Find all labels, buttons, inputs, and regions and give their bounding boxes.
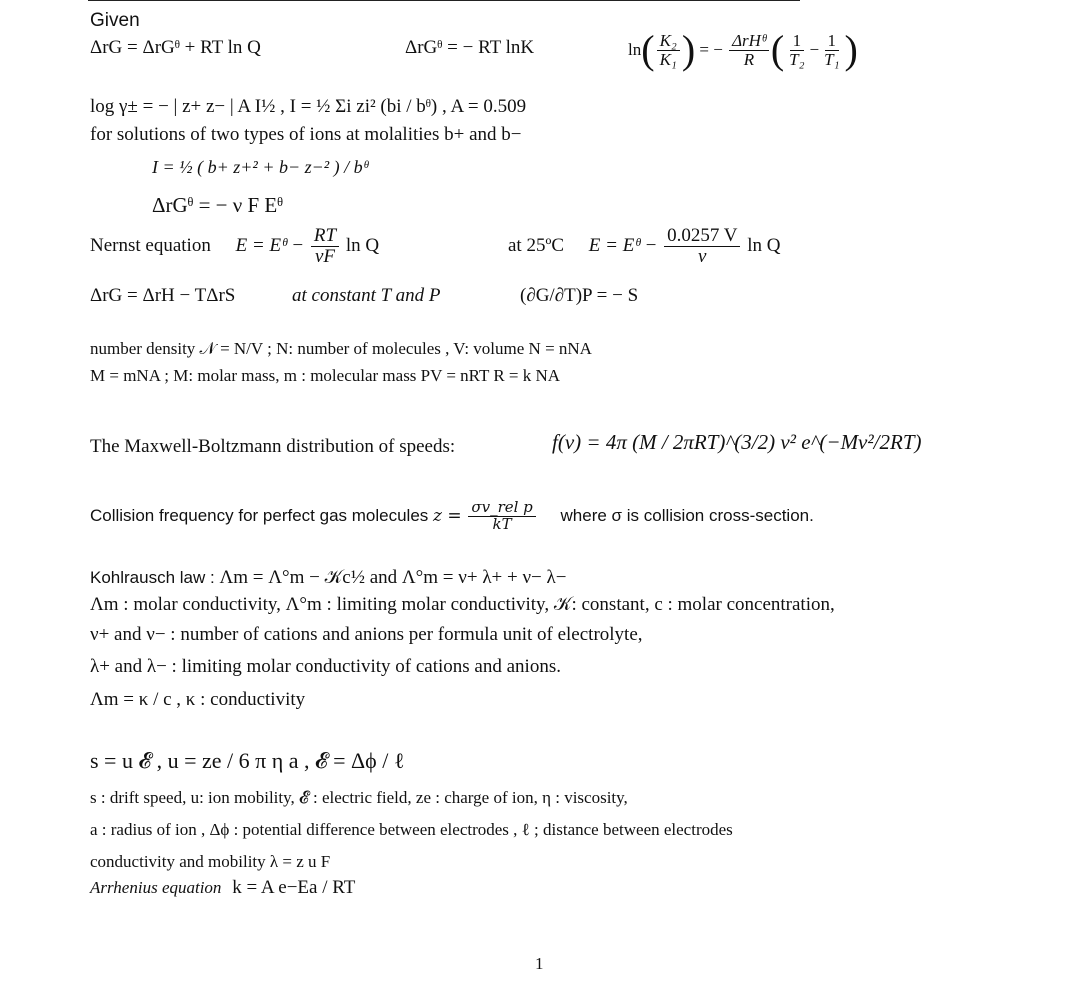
ionic-strength: I = ½ ( b+ z+² + b− z−² ) / bᶿ [152,157,368,177]
collision-frequency: Collision frequency for perfect gas molecules z = $\frac{\text{σv\_rel p}}{kT}$ where σ is collision cross-section. [90,498,814,533]
molar-mass-line: M = mNA ; M: molar mass, m : molecular mass PV = nRT R = k NA [90,366,561,385]
top-rule [88,0,800,1]
conductivity-mobility: conductivity and mobility λ = z u F [90,852,331,871]
kohlrausch-law: Kohlrausch law : Λm = Λ°m − 𝒦c½ and Λ°m = ν+ λ+ + ν− λ− [90,567,567,588]
standard-gibbs-equation: ΔrGᶿ = − RT lnK [405,37,535,58]
constant-t-p-note: at constant T and P [292,285,441,306]
mobility-def-2: a : radius of ion , Δϕ : potential difference between electrodes , ℓ ; distance between electrodes [90,820,733,839]
kohlrausch-def-4: Λm = κ / c , κ : conductivity [90,689,306,710]
maxwell-boltzmann-formula: f(v) = 4π (M / 2πRT)^(3/2) v² e^(−Mv²/2RT) [552,430,922,454]
gibbs-emf-relation: ΔrGᶿ = − ν F Eᶿ [152,193,283,217]
partial-derivative-relation: (∂G/∂T)P = − S [520,285,639,306]
nernst-equation: Nernst equation E = Eᶿ − $\frac{RT}{\nu F}$ ln Q [90,225,380,267]
number-density-line: number density 𝒩 = N/V ; N: number of molecules , V: volume N = nNA [90,339,592,358]
kohlrausch-def-1: Λm : molar conductivity, Λ°m : limiting molar conductivity, 𝒦: constant, c : molar concentration, [90,594,835,615]
maxwell-boltzmann-label: The Maxwell-Boltzmann distribution of speeds: [90,436,456,457]
page-number: 1 [535,954,544,973]
mobility-def-1: s : drift speed, u: ion mobility, 𝓔 : electric field, ze : charge of ion, η : viscosity, [90,788,628,807]
arrhenius-equation: Arrhenius equation k = A e−Ea / RT [90,877,356,898]
heading-given: Given [90,10,140,31]
drift-speed-equation: s = u 𝓔 , u = ze / 6 π η a , 𝓔 = Δϕ / ℓ [90,748,405,773]
debye-huckel-law: log γ± = − | z+ z− | A I½ , I = ½ Σi zi² (bi / bᶿ) , A = 0.509 [90,96,527,117]
gibbs-equation: ΔrG = ΔrGᶿ + RT ln Q [90,37,261,58]
kohlrausch-def-3: λ+ and λ− : limiting molar conductivity of cations and anions. [90,656,561,677]
two-ion-note: for solutions of two types of ions at molalities b+ and b− [90,124,522,145]
kohlrausch-def-2: ν+ and ν− : number of cations and anions per formula unit of electrolyte, [90,624,643,645]
nernst-25c: at 25ºC E = Eᶿ − $\frac{0.0257 V}{\nu}$ ln Q [508,225,781,267]
vant-hoff-equation: ln( $\frac{\text{K₂}}{\text{K₁}}$ ) = − $\frac{\text{ΔrHᶿ}}{R}$ ( $\frac{1}{\text{T₂}}$ − $\frac{1}{\text{T₁}}$ ) [628,27,858,72]
gibbs-enthalpy-entropy: ΔrG = ΔrH − TΔrS [90,285,236,306]
